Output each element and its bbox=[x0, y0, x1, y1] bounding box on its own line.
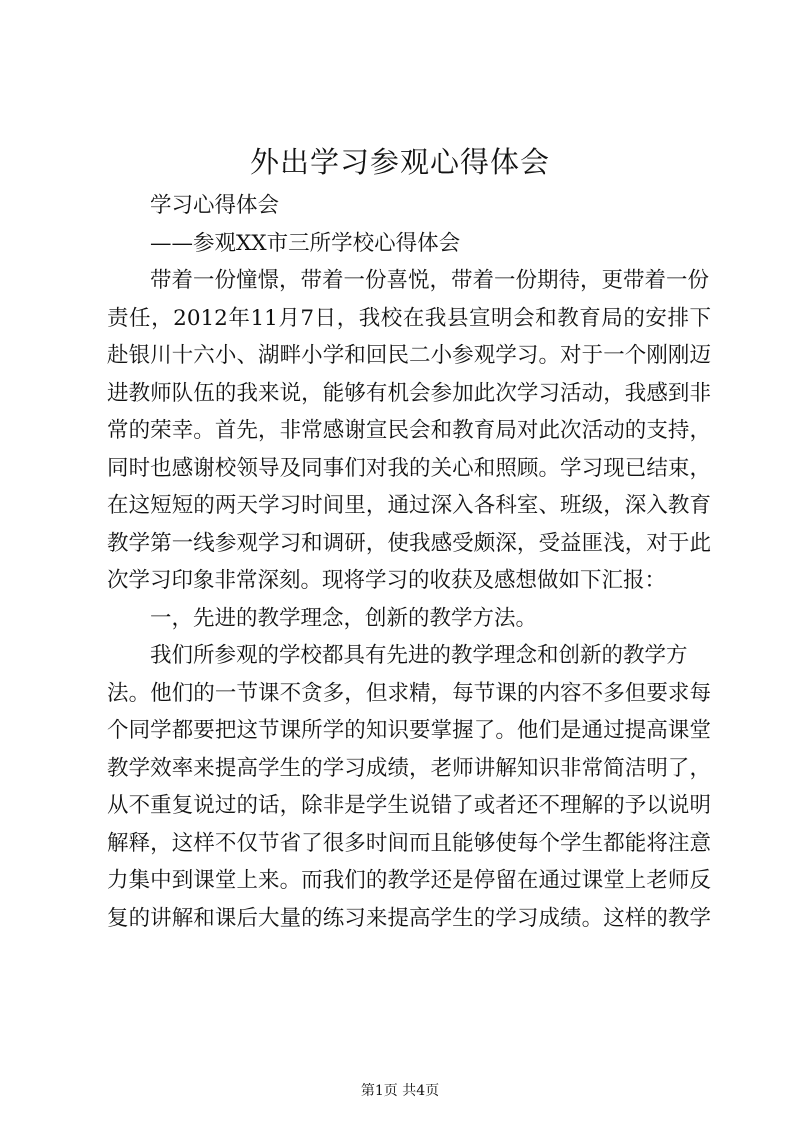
subheading: ——参观XX市三所学校心得体会 bbox=[150, 230, 461, 256]
text-line: 带着一份憧憬，带着一份喜悦，带着一份期待，更带着一份 bbox=[150, 268, 710, 293]
section-heading: 一，先进的教学理念，创新的教学方法。 bbox=[150, 605, 538, 631]
text-line: 常的荣幸。首先，非常感谢宣民会和教育局对此次活动的支持， bbox=[107, 418, 711, 443]
text-line: 在这短短的两天学习时间里，通过深入各科室、班级，深入教育 bbox=[107, 493, 711, 518]
text-line: 进教师队伍的我来说，能够有机会参加此次学习活动，我感到非 bbox=[107, 380, 711, 406]
text-line: 解释，这样不仅节省了很多时间而且能够使每个学生都能将注意 bbox=[107, 830, 711, 856]
text-line: 复的讲解和课后大量的练习来提高学生的学习成绩。这样的教学 bbox=[107, 905, 711, 931]
document-body bbox=[107, 187, 711, 937]
text-line: 法。他们的一节课不贪多，但求精，每节课的内容不多但要求每 bbox=[107, 680, 711, 706]
text-line: 同时也感谢校领导及同事们对我的关心和照顾。学习现已结束， bbox=[107, 455, 711, 481]
text-line: 责任，2012年11月7日，我校在我县宣明会和教育局的安排下 bbox=[107, 305, 711, 331]
text-line: 从不重复说过的话，除非是学生说错了或者还不理解的予以说明 bbox=[107, 793, 711, 818]
document-title: 外出学习参观心得体会 bbox=[249, 145, 550, 179]
text-line: 次学习印象非常深刻。现将学习的收获及感想做如下汇报： bbox=[107, 568, 667, 593]
text-line: 力集中到课堂上来。而我们的教学还是停留在通过课堂上老师反 bbox=[107, 868, 711, 893]
text-line: 赴银川十六小、湖畔小学和回民二小参观学习。对于一个刚刚迈 bbox=[107, 343, 711, 368]
text-line: 个同学都要把这节课所学的知识要掌握了。他们是通过提高课堂 bbox=[107, 718, 711, 743]
text-line: 我们所参观的学校都具有先进的教学理念和创新的教学方 bbox=[150, 643, 688, 668]
subtitle: 学习心得体会 bbox=[150, 193, 280, 218]
text-line: 教学效率来提高学生的学习成绩，老师讲解知识非常简洁明了， bbox=[107, 755, 711, 781]
paragraph-1 bbox=[107, 262, 711, 600]
page-footer: 第1页 共4页 bbox=[360, 1083, 440, 1099]
paragraph-2 bbox=[107, 637, 711, 937]
text-line: 教学第一线参观学习和调研，使我感受颇深，受益匪浅，对于此 bbox=[107, 530, 711, 556]
